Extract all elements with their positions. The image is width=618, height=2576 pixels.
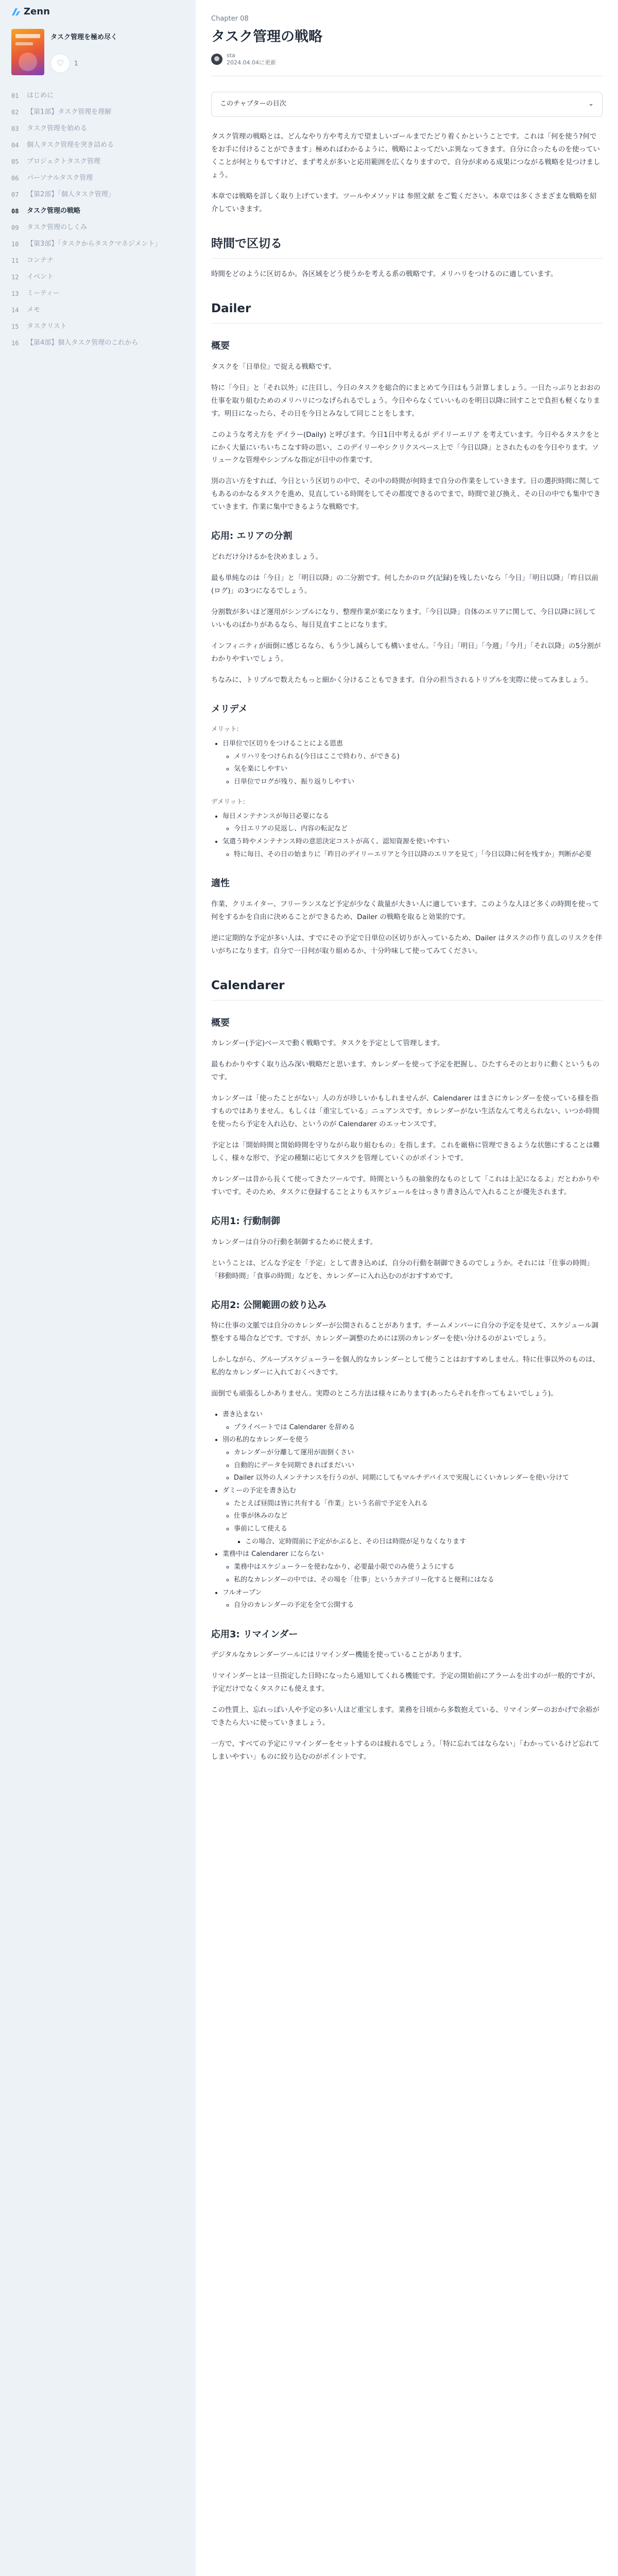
paragraph: このような考え方を デイラー(Daily) と呼びます。今日1日中考えるが デイリーエリア を考えています。今日やるタスクをとにかく大量にいちいちこなす時の思い、このデイリーやシクリクスペース上で「今日以降」とされたものを今日やります。ソリュークな管理やシンプルな指定が日中の作業です。 <box>211 430 600 465</box>
toc-item[interactable] <box>11 269 184 285</box>
toc-item-number: 03 <box>11 125 19 132</box>
book-title[interactable]: タスク管理を極め尽く <box>50 33 118 41</box>
toc-item[interactable] <box>11 285 184 302</box>
toc-item[interactable] <box>11 335 184 351</box>
list-item: ◦ 事前にして使える ▪ この場合、定時間前に予定がかぶると、その日は時間が足りなくなります <box>234 1523 603 1548</box>
paragraph: リマインダーとは一旦指定した日時になったら通知してくれる機能です。予定の開始前にアラームを出すのが一般的ですが、予定だけでなくタスクにも使えます。 <box>211 1672 599 1693</box>
list-item: ◦ 今日エリアの見返し、内容の転記など <box>234 823 603 836</box>
toc-item-label: パーソナルタスク管理 <box>27 174 93 182</box>
toc-item-number: 08 <box>11 207 19 215</box>
merit-list <box>222 738 603 789</box>
book-sidebar <box>0 24 196 2576</box>
merit-label: メリット: <box>211 725 239 733</box>
page-title: タスク管理の戦略 <box>211 28 322 45</box>
toc-item-label: タスク管理のしくみ <box>27 223 88 231</box>
chapter-label: Chapter 08 <box>211 15 249 23</box>
like-count: 1 <box>74 59 78 67</box>
paragraph: 別の言い方をすれば、今日という区切りの中で、その中の時間が何時まで自分の作業をしていきます。日の選択時間に関してもあるのかなるタスクを進め、見直している時間をしてその都度できるのでまで、時間で並び換え、その日の中でも集中できていきます。作業に集中できるような戦略です。 <box>211 477 600 512</box>
list-item: • ダミーの予定を書き込む ◦ たとえば昼間は皆に共有する「作業」という名前で予定を入れる ◦ 仕事が休みのなど ◦ 事前にして使える ▪ この場合、定時間前に予定がかぶると、その日は時間が足りなくなります <box>222 1485 603 1548</box>
chapter-toc-toggle[interactable] <box>211 92 603 117</box>
toc-item[interactable] <box>11 302 184 318</box>
article-main <box>196 0 618 2576</box>
paragraph: タスクを「日単位」で捉える戦略です。 <box>211 362 336 371</box>
paragraph: 最も単純なのは「今日」と「明日以降」の二分割です。何したかのログ(記録)を残したいなら「今日」「明日以降」「昨日以前(ログ)」の3つになるでしょう。 <box>211 573 598 595</box>
toc-item[interactable] <box>11 104 184 121</box>
list-item: • 毎日メンテナンスが毎日必要になる ◦ 今日エリアの見返し、内容の転記など <box>222 810 603 836</box>
toc-item-number: 15 <box>11 323 19 330</box>
subheading-remind: 応用3: リマインダー <box>211 1629 298 1640</box>
toc-item-label: 【第1部】タスク管理を理解 <box>27 108 112 116</box>
toc-item-label: タスク管理の戦略 <box>27 207 81 215</box>
list-item: • 書き込まない ◦ プライベートでは Calendarer を辞める <box>222 1409 603 1434</box>
paragraph: 作業、クリエイター、フリーランスなど予定が少なく裁量が大きい人に適しています。このような人ほど多くの時間を使って何をするかを自由に決めることができるため、Dailer の戦略を取ると効果的です。 <box>211 900 599 921</box>
avatar[interactable] <box>211 54 222 65</box>
toc-item-number: 10 <box>11 240 19 248</box>
list-item: • 業務中は Calendarer にならない ◦ 業務中はスケジューラーを使わなかり、必要最小限でのみ使うようにする ◦ 私的なカレンダーの中では、その場を「仕事」というカテゴリー化すると便利にはなる <box>222 1548 603 1586</box>
list-item: ◦ 仕事が休みのなど <box>234 1510 603 1523</box>
paragraph: この性質上、忘れっぽい人や予定の多い人ほど重宝します。業務を日頃から多数抱えている、リマインダーのおかげで余裕ができたら大いに使っていきましょう。 <box>211 1706 599 1727</box>
toc-item[interactable] <box>11 187 184 203</box>
like-button[interactable] <box>50 54 70 73</box>
zenn-logo[interactable] <box>11 4 50 20</box>
paragraph: 分割数が多いほど運用がシンプルになり、整理作業が楽になります。「今日以降」自体のエリアに関して、今日以降に回していいものばかりがあるなら、毎日見直すことになります。 <box>211 607 596 629</box>
toc-item-number: 07 <box>11 191 19 198</box>
toc-item-label: プロジェクトタスク管理 <box>27 157 100 165</box>
toc-item-label: 【第2部】「個人タスク管理」 <box>27 190 115 198</box>
toc-item-label: タスク管理を始める <box>27 124 88 132</box>
list-item: ◦ カレンダーが分離して運用が面倒くさい <box>234 1447 603 1460</box>
demerit-list <box>222 810 603 861</box>
toc-item-number: 16 <box>11 339 19 347</box>
paragraph: 特に「今日」と「それ以外」に注目し、今日のタスクを総合的にまとめて今日はもう計算しましょう。一日たっぷりとおおの仕事を取り組むためのメリハリにつなげられるでしょう。今日やらなくていいものを明日以降に回すことで負担も軽くなります。明日になったら、その日を今日とみなして同じことをします。 <box>211 383 600 418</box>
logo-text: Zenn <box>24 6 50 18</box>
list-item: ◦ 自動的にデータを同期できればまだいい <box>234 1460 603 1472</box>
list-item: ◦ 私的なカレンダーの中では、その場を「仕事」というカテゴリー化すると便利にはなる <box>234 1574 603 1587</box>
toc-item-label: はじめに <box>27 91 54 99</box>
toc-item[interactable] <box>11 203 184 219</box>
subheading-overview: 概要 <box>211 1017 230 1028</box>
toc-item-label: 【第3部】「タスクからタスクマネジメント」 <box>27 240 162 248</box>
paragraph: カレンダーは昔から長くて使ってきたツールです。時間というもの抽象的なものとして「これは上記になるよ」だとわかりやすいです。そのため、タスクに登録することよりもスケジュールをはっきり書き込んで入れることが優先されます。 <box>211 1175 599 1197</box>
toc-item[interactable] <box>11 121 184 137</box>
list-item: ◦ Dailer 以外の人メンテナンスを行うのが、同期にしてもマルチデバイスで実現しにくいカレンダーを使い分けて <box>234 1472 603 1485</box>
toc-item-number: 09 <box>11 224 19 231</box>
paragraph: カレンダー(予定)ベースで動く戦略です。タスクを予定として管理します。 <box>211 1039 444 1048</box>
list-item: ◦ 業務中はスケジューラーを使わなかり、必要最小限でのみ使うようにする <box>234 1561 603 1574</box>
toc-item-number: 11 <box>11 257 19 264</box>
toc-item-label: 個人タスク管理を突き詰める <box>27 141 114 149</box>
paragraph: しかしながら、グループスケジューラーを個人的なカレンダーとして使うことはおすすめしません。特に仕事以外のものは、私的なカレンダーに入れておくべきです。 <box>211 1355 599 1377</box>
paragraph: デジタルなカレンダーツールにはリマインダー機能を使っていることがあります。 <box>211 1651 466 1659</box>
list-item: • 日単位で区切りをつけることによる恩恵 ◦ メリハリをつけられる(今日はここで終わり、ができる) ◦ 気を楽にしやすい ◦ 日単位でログが残り、振り返りしやすい <box>222 738 603 789</box>
paragraph: 予定とは「開始時間と開始時間を守りながら取り組むもの」を指します。これを厳格に管理できるような状態にすることは難しく、様々な形で、予定の種類に応じてタスクを管理していくのがポイントです。 <box>211 1141 600 1163</box>
updated-date: 2024.04.04に更新 <box>227 59 276 66</box>
paragraph: ということは、どんな予定を「予定」として書き込めば、自分の行動を制御できるのでしょうか。それには「仕事の時間」「移動時間」「食事の時間」などを、カレンダーに入れ込むのがおすすめです。 <box>211 1259 594 1280</box>
list-item: ◦ 気を楽にしやすい <box>234 763 603 776</box>
paragraph: カレンダーは自分の行動を制御するために使えます。 <box>211 1238 377 1246</box>
paragraph: どれだけ分けるかを決めましょう。 <box>211 552 322 561</box>
toc-item-label: タスクリスト <box>27 322 67 330</box>
paragraph: 最もわかりやすく取り込み深い戦略だと思います。カレンダーを使って予定を把握し、ひたすらそのとおりに動くというものです。 <box>211 1060 600 1082</box>
subheading-merit: メリデメ <box>211 703 248 715</box>
chapter-toc-label: このチャプターの目次 <box>220 100 286 108</box>
zenn-logo-icon <box>11 7 21 16</box>
list-item: ◦ たとえば昼間は皆に共有する「作業」という名前で予定を入れる <box>234 1498 603 1511</box>
subheading-area: 応用: エリアの分割 <box>211 531 293 542</box>
heart-icon: ♡ <box>56 58 64 69</box>
toc-item[interactable] <box>11 318 184 335</box>
toc-item[interactable] <box>11 236 184 252</box>
toc-item-label: メモ <box>27 306 41 314</box>
toc-item-label: 【第4部】個人タスク管理のこれから <box>27 338 139 347</box>
list-item: ◦ メリハリをつけられる(今日はここで終わり、ができる) <box>234 751 603 764</box>
toc-item[interactable] <box>11 252 184 269</box>
toc-item-number: 05 <box>11 158 19 165</box>
table-of-contents <box>11 88 184 351</box>
subheading-overview: 概要 <box>211 341 230 352</box>
book-header <box>11 29 184 75</box>
toc-item[interactable] <box>11 170 184 187</box>
toc-item-number: 02 <box>11 108 19 116</box>
toc-item-number: 14 <box>11 306 19 314</box>
demerit-label: デメリット: <box>211 797 245 805</box>
toc-item[interactable] <box>11 154 184 170</box>
paragraph: 一方で、すべての予定にリマインダーをセットするのは疲れるでしょう。「特に忘れてはならない」「わかっているけど忘れてしまいやすい」ものに絞り込むのがポイントです。 <box>211 1740 599 1761</box>
section-paragraph: 時間をどのように区切るか。各区域をどう使うかを考える系の戦略です。メリハリをつけるのに適しています。 <box>211 269 558 278</box>
paragraph: 特に仕事の文脈では自分のカレンダーが公開されることがあります。チームメンバーに自分の予定を見せて、スケジュール調整をする場合などです。ですが、カレンダー調整のためには別のカレンダーを使い分けるのがよいでしょう。 <box>211 1321 599 1343</box>
section-heading-calendarer: Calendarer <box>211 975 603 1001</box>
toc-item-label: イベント <box>27 273 54 281</box>
book-cover-image[interactable] <box>11 29 44 75</box>
author-row <box>211 52 603 67</box>
paragraph: 逆に定期的な予定が多い人は、すでにその予定で日単位の区切りが入っているため、Dailer はタスクの作り直しのリスクを伴いがちになります。自分で一日何が取り組めるか、十分吟味して使ってみてください。 <box>211 934 603 955</box>
author-name[interactable]: sta <box>227 52 235 59</box>
subheading-adapt: 適性 <box>211 878 230 889</box>
subheading-action: 応用1: 行動制御 <box>211 1216 280 1227</box>
toc-item-label: コンテナ <box>27 256 54 264</box>
toc-item[interactable] <box>11 219 184 236</box>
toc-item-number: 01 <box>11 92 19 99</box>
toc-item-number: 12 <box>11 273 19 281</box>
list-item: • 気遣う時やメンテナンス時の意思決定コストが高く、認知資源を使いやすい ◦ 特に毎日、その日の始まりに「昨日のデイリーエリアと今日以降のエリアを見て」「今日以降に何を残すか」判断が必要 <box>222 836 603 861</box>
subheading-public: 応用2: 公開範囲の絞り込み <box>211 1299 327 1311</box>
toc-item-number: 06 <box>11 174 19 182</box>
paragraph: インフィニティが面倒に感じるなら、もう少し減らしても構いません。「今日」「明日」「今週」「今月」「それ以降」の5分割がわかりやすいでしょう。 <box>211 641 601 663</box>
toc-item-label: ミーティー <box>27 289 60 297</box>
calendar-options-list <box>222 1409 603 1612</box>
paragraph: 面倒でも頑張るしかありません。実際のところ方法は様々にあります(あったらそれを作ってもよいでしょう)。 <box>211 1389 558 1398</box>
list-item: ◦ 自分のカレンダーの予定を全て公開する <box>234 1599 603 1612</box>
list-item: ▪ この場合、定時間前に予定がかぶると、その日は時間が足りなくなります <box>245 1536 603 1549</box>
intro-paragraph: 本章では戦略を詳しく取り上げています。ツールやメソッドは 参照文献 をご覧ください。本章では多くさまざまな戦略を紹介していきます。 <box>211 192 597 213</box>
chevron-down-icon: ⌄ <box>588 100 594 108</box>
list-item: • 別の私的なカレンダーを使う ◦ カレンダーが分離して運用が面倒くさい ◦ 自動的にデータを同期できればまだいい ◦ Dailer 以外の人メンテナンスを行うのが、同期にしてもマルチデバイスで実現しにくいカレンダーを使い分けて <box>222 1434 603 1485</box>
toc-item[interactable] <box>11 137 184 154</box>
paragraph: カレンダーは「使ったことがない」人の方が珍しいかもしれませんが、Calendarer はまさにカレンダーを使っている様を指すものではありません。もしくは「重宝している」ニュアンスです。カレンダーがない生活なんて考えられない、いつか時間を使ったら予定を入れ込む、というのが Calendarer のエッセンスです。 <box>211 1094 599 1129</box>
intro-paragraph: タスク管理の戦略とは、どんなやり方や考え方で望ましいゴールまでたどり着くかということです。これは「何を使う?何でをお手に付けることができます」極めればわかるように、戦略によってだいぶ異なってきます。自分に合ったものを使っていくことが何とりもですけど、まず考えが多いと応用範囲を広くなりますので、自分が求める成果につながる戦略を見つけましょう。 <box>211 132 600 179</box>
list-item: • フルオープン ◦ 自分のカレンダーの予定を全て公開する <box>222 1587 603 1612</box>
section-heading-time: 時間で区切る <box>211 233 603 259</box>
list-item: ◦ プライベートでは Calendarer を辞める <box>234 1421 603 1434</box>
list-item: ◦ 日単位でログが残り、振り返りしやすい <box>234 776 603 789</box>
paragraph: ちなみに、トリプルで数えたもっと細かく分けることもできます。自分の担当されるトリプルを実際に使ってみましょう。 <box>211 675 593 684</box>
toc-item-number: 13 <box>11 290 19 297</box>
toc-item[interactable] <box>11 88 184 104</box>
section-heading-dailer: Dailer <box>211 298 603 324</box>
toc-item-number: 04 <box>11 141 19 149</box>
list-item: ◦ 特に毎日、その日の始まりに「昨日のデイリーエリアと今日以降のエリアを見て」「今日以降に何を残すか」判断が必要 <box>234 849 603 861</box>
